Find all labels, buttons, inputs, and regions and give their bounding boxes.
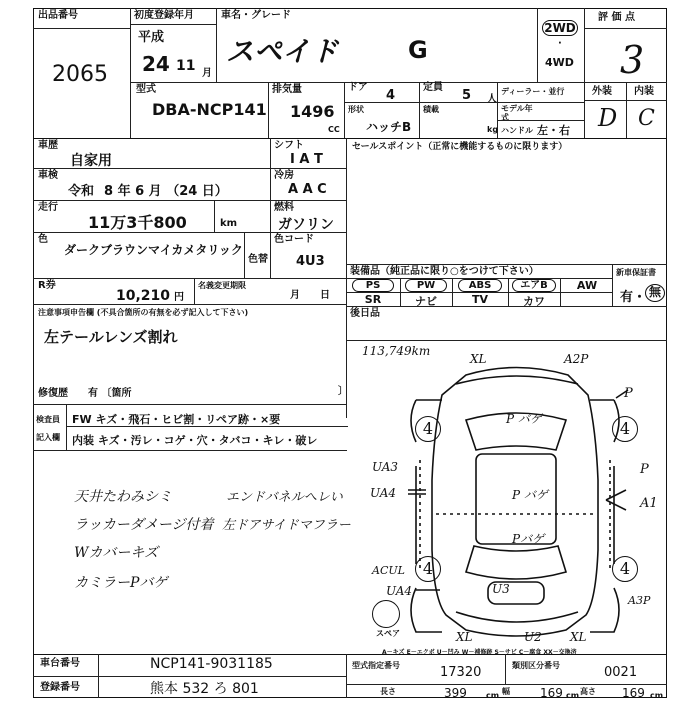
body-type: ハッチB — [366, 120, 412, 134]
handwritten-note-1: 天井たわみシミ — [74, 489, 172, 505]
history-label: 車歴 — [38, 140, 58, 151]
fuel: ガソリン — [278, 217, 334, 233]
repair-label: 修復歴 — [38, 388, 68, 399]
diagram-mark-a3p: A3P — [628, 594, 651, 607]
diagram-mark-4b: 4 — [612, 416, 638, 442]
diagram-mark-p-bage-hood: P バゲ — [506, 412, 542, 426]
recycle-amount: 10,210 — [116, 288, 171, 304]
equip-sr: SR — [364, 293, 382, 306]
equip-leather: カワ — [523, 295, 545, 308]
doors: 4 — [386, 88, 396, 103]
exterior-grade: D — [598, 104, 618, 132]
interior-grade: C — [638, 106, 655, 131]
model-year-label: モデル年式 — [501, 104, 533, 122]
first-reg-label: 初度登録年月 — [134, 10, 194, 21]
new-warranty-label: 新車保証書 — [616, 268, 656, 277]
equip-abs: ABS — [458, 279, 502, 292]
era: 平成 — [138, 30, 165, 45]
reg-year: 24 — [142, 52, 170, 76]
title-expiry-label: 名義変更期限 — [198, 281, 246, 290]
model-label: 型式 — [136, 84, 156, 95]
length: 399 — [444, 686, 467, 700]
diagram-mark-p1: P — [624, 386, 633, 401]
reg-month-unit: 月 — [202, 68, 212, 79]
score-label: 評 価 点 — [598, 12, 635, 23]
diagram-mark-a2p: A2P — [564, 352, 589, 366]
capacity-unit: 人 — [487, 94, 497, 105]
diagram-mark-4d: 4 — [612, 556, 638, 582]
recycle-label: R券 — [38, 280, 56, 291]
car-name: スペイド — [226, 35, 339, 68]
report-label: 注意事項申告欄 (不具合箇所の有無を必ず記入して下さい) — [38, 308, 249, 317]
name-label: 車名・グレード — [221, 10, 291, 21]
equipment-label: 装備品（純正品に限り○をつけて下さい） — [350, 266, 539, 277]
load-unit: kg — [487, 125, 499, 134]
title-expiry-day: 日 — [320, 290, 330, 301]
grade: G — [408, 36, 428, 64]
inspection-era: 令和 — [68, 184, 95, 199]
spare-tire — [372, 600, 400, 628]
inspection-label: 車検 — [38, 170, 58, 181]
diagram-mark-xl-front: XL — [470, 352, 487, 366]
category: 0021 — [604, 665, 638, 680]
diagram-mark-u2: U2 — [524, 630, 542, 644]
width-label: 幅 — [502, 687, 510, 696]
handwritten-note-3: Wカバーキズ — [74, 545, 159, 561]
diagram-mark-p2: P — [640, 462, 649, 477]
diagram-mark-4a: 4 — [415, 416, 441, 442]
diagram-mark-u3: U3 — [492, 582, 510, 596]
ac: A A C — [288, 182, 327, 197]
spare-label: スペア — [376, 629, 400, 638]
chassis-label: 車台番号 — [40, 658, 80, 669]
doors-label: ドア — [348, 82, 368, 93]
inspector-entry-label: 記入欄 — [36, 433, 60, 442]
later-fit-label: 後日品 — [350, 308, 380, 319]
plate-label: 登録番号 — [40, 682, 80, 693]
equip-pw: PW — [405, 279, 447, 292]
new-warranty-value: 有・ — [620, 290, 647, 305]
mileage-unit: km — [220, 218, 238, 229]
body-label: 形状 — [348, 105, 364, 114]
height-unit: cm — [650, 691, 664, 700]
diagram-mark-p-bage-rear: Pバゲ — [512, 532, 545, 546]
handwritten-note-right-1: エンドバネルへレい — [226, 490, 343, 505]
repair-value: 有 〔箇所 — [88, 388, 132, 399]
interior-label: 内装 — [634, 86, 654, 97]
equip-navi: ナビ — [415, 295, 437, 308]
drive-4wd: 4WD — [545, 56, 574, 69]
report-note: 左テールレンズ割れ — [44, 328, 178, 346]
lot-label: 出品番号 — [38, 10, 78, 21]
plate-number: 熊本 532 ろ 801 — [150, 681, 259, 697]
repaint-label: 色替 — [248, 254, 268, 265]
color-code: 4U3 — [296, 254, 325, 269]
inspector-inner-text: 内装 キズ・汚レ・コゲ・穴・タバコ・キレ・破レ — [72, 434, 318, 447]
chassis-number: NCP141-9031185 — [150, 656, 273, 672]
reg-month: 11 — [176, 58, 196, 74]
diagram-mark-xl-rear1: XL — [456, 630, 473, 644]
handwritten-note-4: カミラーPバゲ — [74, 575, 168, 591]
damage-legend: A－キズ E－エクボ U－凹み W－補修跡 S－サビ C－腐食 XX－交換済 — [382, 649, 577, 656]
dealer-label: ディーラー・並行 — [501, 87, 565, 96]
displacement: 1496 — [290, 102, 335, 121]
exterior-label: 外装 — [592, 86, 612, 97]
inspector-outer-text: FW キズ・飛石・ヒビ割・リペア跡・×要 — [72, 413, 281, 426]
drive-dot: · — [558, 38, 562, 49]
diagram-mark-acul: ACUL — [372, 564, 405, 577]
repair-close: 〕 — [338, 386, 348, 397]
mileage: 11万3千800 — [88, 213, 187, 232]
mileage-label: 走行 — [38, 202, 58, 213]
model-code: DBA-NCP141 — [152, 100, 267, 119]
inspection-date: 8 年 6 月 （24 日） — [104, 184, 228, 199]
handwritten-note-2: ラッカーダメージ付着 — [74, 517, 214, 533]
diagram-mark-4c: 4 — [415, 556, 441, 582]
drive-2wd-circled: 2WD — [542, 20, 578, 36]
color: ダークブラウンマイカメタリック — [64, 243, 243, 257]
capacity: 5 — [462, 88, 472, 103]
new-warranty-circled: 無 — [645, 284, 665, 302]
shift-label: シフト — [274, 140, 304, 151]
fuel-label: 燃料 — [274, 202, 294, 213]
load-label: 積載 — [423, 105, 439, 114]
category-label: 類別区分番号 — [512, 661, 560, 670]
length-unit: cm — [486, 691, 500, 700]
type-cert: 17320 — [440, 665, 482, 680]
shift: I A T — [290, 152, 323, 167]
width: 169 — [540, 686, 563, 700]
diagram-mark-xl-rear2: XL — [570, 630, 587, 644]
ac-label: 冷房 — [274, 170, 294, 181]
handle-label: ハンドル — [501, 126, 533, 135]
equip-tv: TV — [471, 293, 489, 306]
recycle-unit: 円 — [174, 292, 184, 303]
capacity-label: 定員 — [423, 82, 443, 93]
odometer-note: 113,749km — [362, 344, 431, 358]
diagram-mark-a1: A1 — [640, 496, 658, 511]
color-label: 色 — [38, 234, 48, 245]
diagram-mark-p-bage-roof: P バゲ — [512, 488, 548, 502]
handle-value: 左・右 — [537, 124, 570, 137]
lot-number: 2065 — [52, 62, 108, 87]
diagram-mark-ua4: UA4 — [370, 486, 397, 500]
displacement-label: 排気量 — [272, 84, 302, 95]
history: 自家用 — [70, 153, 112, 169]
sales-points-label: セールスポイント（正常に機能するものに限ります） — [352, 142, 568, 152]
inspector-outer-label: 検査員 — [36, 415, 60, 424]
equip-airbag: エアB — [512, 279, 556, 292]
height: 169 — [622, 686, 645, 700]
diagram-mark-ua3: UA3 — [372, 460, 399, 474]
color-code-label: 色コード — [274, 234, 314, 245]
displacement-unit: CC — [328, 125, 340, 134]
equip-ps: PS — [352, 279, 394, 292]
width-unit: cm — [566, 691, 580, 700]
height-label: 高さ — [580, 687, 596, 696]
length-label: 長さ — [380, 687, 396, 696]
title-expiry-month: 月 — [290, 290, 300, 301]
equip-aw: AW — [576, 279, 598, 292]
handwritten-note-right-2: 左ドアサイドマフラー — [222, 518, 351, 533]
type-cert-label: 型式指定番号 — [352, 661, 400, 670]
score: 3 — [620, 38, 645, 82]
diagram-mark-ua4-rear: UA4 — [386, 584, 413, 598]
